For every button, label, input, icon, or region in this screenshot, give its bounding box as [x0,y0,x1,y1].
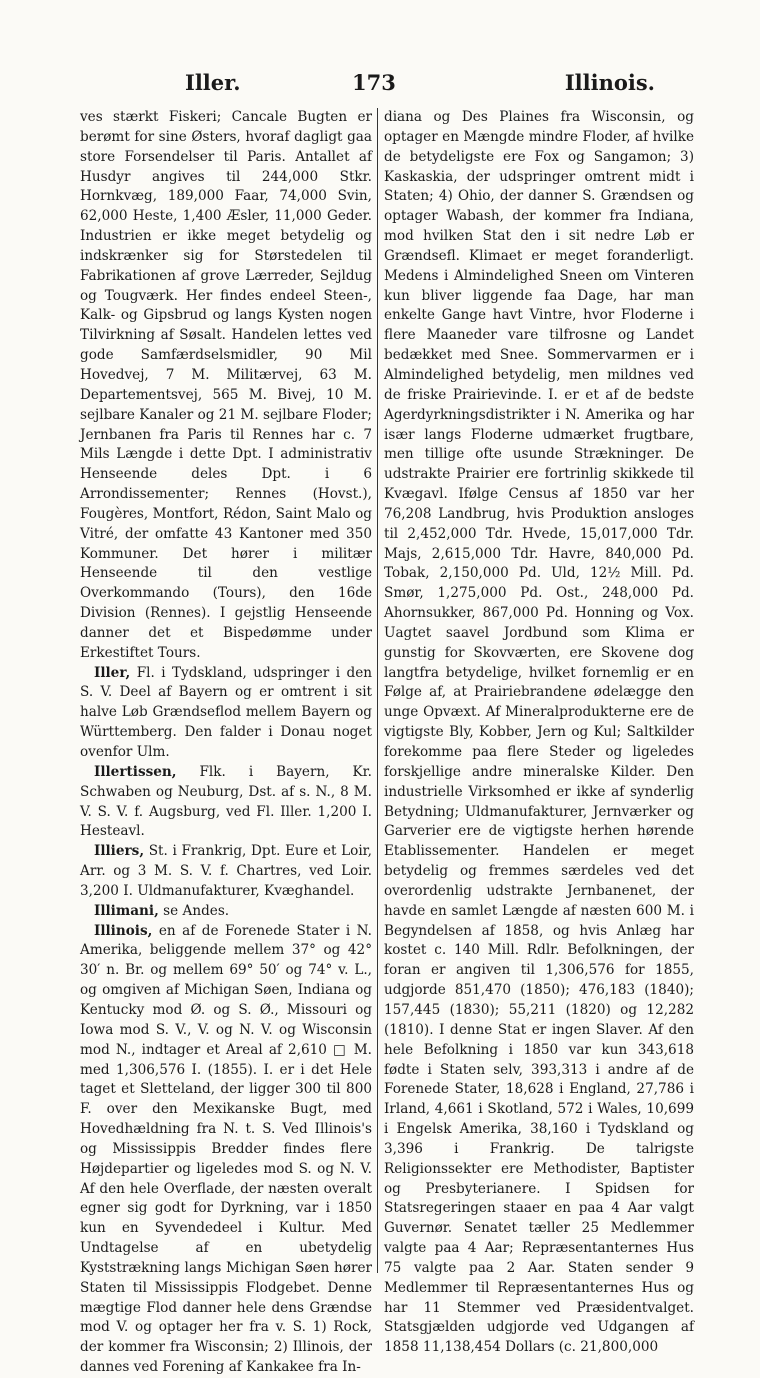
entry-headword: Illertissen, [94,763,177,780]
entry-iller [80,664,372,763]
entry-headword: Iller, [94,664,131,681]
header-left-keyword: Iller. [185,70,241,95]
page-number: 173 [352,70,396,95]
entry-illertissen [80,763,372,842]
entry-text: Flk. i Bayern, Kr. Schwaben og Neuburg, Dst. af s. N., 8 M. V. S. V. f. Augsburg, ved Fl. Iller. 1,200 I. Hesteavl. [80,763,372,840]
entry-continuation [80,108,372,664]
entry-text: ves stærkt Fiskeri; Cancale Bugten er berømt for sine Østers, hvoraf dagligt gaa store Forsendelser til Paris. Antallet af Husdyr angives til 244,000 Stkr. Hornkvæg, 189,000 Faar, 74,000 Svin, 62,000 Heste, 1,400 Æsler, 11,000 Geder. Industrien er ikke meget betydelig og indskrænker sig for Størstedelen til Fabrikationen af grove Lærreder, Sejldug og Tougværk. Her findes endeel Steen-, Kalk- og Gipsbrud og langs Kysten nogen Tilvirkning af Søsalt. Handelen lettes ved gode Samfærdselsmidler, 90 Mil Hovedvej, 7 M. Militærvej, 63 M. Departementsvej, 565 M. Bivej, 10 M. sejlbare Kanaler og 21 M. sejlbare Floder; Jernbanen fra Paris til Rennes har c. 7 Mils Længde i dette Dpt. I administrativ Henseende deles Dpt. i 6 Arrondissementer; Rennes (Hovst.), Fougères, Montfort, Rédon, Saint Malo og Vitré, der omfatte 43 Kantoner med 350 Kommuner. Det hører i militær Henseende til den vestlige Overkommando (Tours), den 16de Division (Rennes). I gejstlig Henseende danner det et Bispedømme under Erkestiftet Tours. [80,109,373,661]
entry-illinois-continued: diana og Des Plaines fra Wisconsin, og optager en Mængde mindre Floder, af hvilke de betydeligste ere Fox og Sangamon; 3) Kaskaskia, der udspringer omtrent midt i Staten; 4) Ohio, der danner S. Grændsen og optager Wabash, der kommer fra Indiana, mod hvilken Stat den i sit nedre Løb er Grændsefl. Klimaet er meget foranderligt. Medens i Almindelighed Sneen om Vinteren kun bliver liggende faa Dage, har man enkelte Gange havt Vintre, hvor Floderne i flere Maaneder vare tilfrosne og Landet bedækket med Snee. Sommervarmen er i Almindelighed betydelig, men mildnes ved de friske Prairievinde. I. er et af de bedste Agerdyrkningsdistrikter i N. Amerika og har især langs Floderne udmærket frugtbare, men tillige ofte usunde Strækninger. De udstrakte Prairier ere fortrinlig skikkede til Kvægavl. Ifølge Census af 1850 var her 76,208 Landbrug, hvis Produktion ansloges til 2,452,000 Tdr. Hvede, 15,017,000 Tdr. Majs, 2,615,000 Tdr. Havre, 840,000 Pd. Tobak, 2,150,000 Pd. Uld, 12½ Mill. Pd. Smør, 1,275,000 Pd. Ost., 248,000 Pd. Ahornsukker, 867,000 Pd. Honning og Vox. Uagtet saavel Jordbund som Klima er gunstig for Skovværten, ere Skovene dog langtfra betydelige, hvilket fornemlig er en Følge af, at Prairiebrandene ødelægge den unge Opvæxt. Af Mineralprodukterne ere de vigtigste Bly, Kobber, Jern og Kul; Saltkilder forekomme paa flere Steder og ligeledes forskjellige andre mineralske Kilder. Den industrielle Virksomhed er ikke af synderlig Betydning; Uldmanufakturer, Jernværker og Garverier ere de vigtigste herhen hørende Etablissementer. Handelen er meget betydelig og fremmes særdeles ved det overordenlig udstrakte Jernbanenet, der havde en samlet Længde af næsten 600 M. i Begyndelsen af 1858, og hvis Anlæg har kostet c. 140 Mill. Rdlr. Befolkningen, der foran er angiven til 1,306,576 for 1855, udgjorde 851,470 (1850); 476,183 (1840); 157,445 (1830); 55,211 (1820) og 12,282 (1810). I denne Stat er ingen Slaver. Af den hele Befolkning i 1850 var kun 343,618 fødte i Staten selv, 393,313 i andre af de Forenede Stater, 18,628 i England, 27,786 i Irland, 4,661 i Skotland, 572 i Wales, 10,699 i Engelsk Amerika, 38,160 i Tydskland og 3,396 i Frankrig. De talrigste Religionssekter ere Methodister, Baptister og Presbyterianere. I Spidsen for Statsregeringen staaer en paa 4 Aar valgt Guvernør. Senatet tæller 25 Medlemmer valgte paa 4 Aar; Repræsentanternes Hus 75 valgte paa 2 Aar. Staten sender 9 Medlemmer til Repræsentanternes Hus og har 11 Stemmer ved Præsidentvalget. Statsgjælden udgjorde ved Udgangen af 1858 11,138,454 Dollars (c. 21,800,000 [384,109,694,1356]
entry-text: St. i Frankrig, Dpt. Eure et Loir, Arr. og 3 M. S. V. f. Chartres, ved Loir. 3,200 I. Uldmanufakturer, Kvæghandel. [80,843,372,899]
header-right-keyword: Illinois. [564,70,655,95]
entry-illimani [80,902,372,922]
entry-illiers [80,842,372,902]
entry-headword: Illimani, [94,902,159,919]
entry-text: Fl. i Tydskland, udspringer i den S. V. Deel af Bayern og er omtrent i sit halve Løb Grændseflod mellem Bayern og Württemberg. Den falder i Donau noget ovenfor Ulm. [80,664,372,760]
entry-headword: Illinois, [94,922,153,939]
entry-text: se Andes. [163,902,230,919]
entry-text: en af de Forenede Stater i N. Amerika, beliggende mellem 37° og 42° 30′ n. Br. og mellem 69° 50′ og 74° v. L., og omgiven af Michigan Søen, Indiana og Kentucky mod Ø. og S. Ø., Missouri og Iowa mod S. V., V. og N. V. og Wisconsin mod N., indtager et Areal af 2,610 □ M. med 1,306,576 I. (1855). I. er i det Hele taget et Sletteland, der ligger 300 til 800 F. over den Mexikanske Bugt, med Hovedhældning fra N. t. S. Ved Illinois's og Mississippis Bredder findes flere Højdepartier og ligeledes mod S. og N. V. Af den hele Overflade, der næsten overalt egner sig godt for Dyrkning, var i 1850 kun en Syvendedeel i Kultur. Med Undtagelse af en ubetydelig Kyststrækning langs Michigan Søen hører Staten til Mississippis Flodgebet. Denne mægtige Flod danner hele dens Grændse mod V. og optager her fra v. S. 1) Rock, der kommer fra Wisconsin; 2) Illinois, der dannes ved Forening af Kankakee fra In- [80,922,372,1376]
column-divider [377,108,378,1273]
entry-illinois [80,922,372,1378]
right-column [384,108,694,1356]
running-header [90,70,710,98]
left-column [80,108,373,1376]
entry-headword: Illiers, [94,843,145,860]
